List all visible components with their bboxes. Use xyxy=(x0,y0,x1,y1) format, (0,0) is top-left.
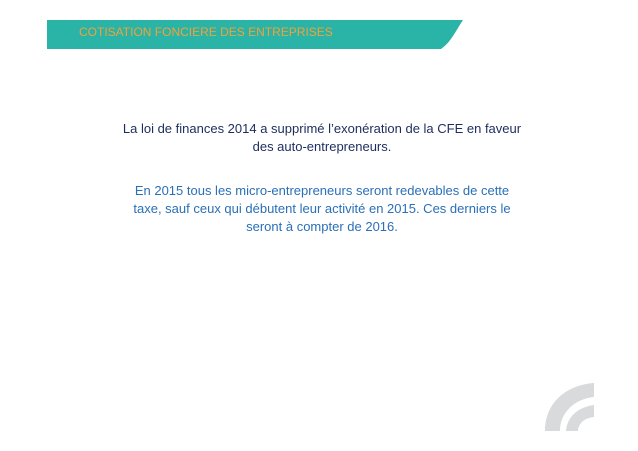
logo-icon xyxy=(540,381,600,431)
paragraph-cfe-law: La loi de finances 2014 a supprimé l’exonération de la CFE en faveur des auto-entrepreneurs. xyxy=(122,121,522,154)
page-title: COTISATION FONCIERE DES ENTREPRISES xyxy=(79,25,333,39)
paragraph-micro-entrepreneurs: En 2015 tous les micro-entrepreneurs seront redevables de cette taxe, sauf ceux qui débutent leur activité en 2015. Ces derniers le seront à compter de 2016. xyxy=(133,183,511,234)
title-banner xyxy=(47,20,463,49)
arc-swoosh-logo xyxy=(540,381,600,436)
